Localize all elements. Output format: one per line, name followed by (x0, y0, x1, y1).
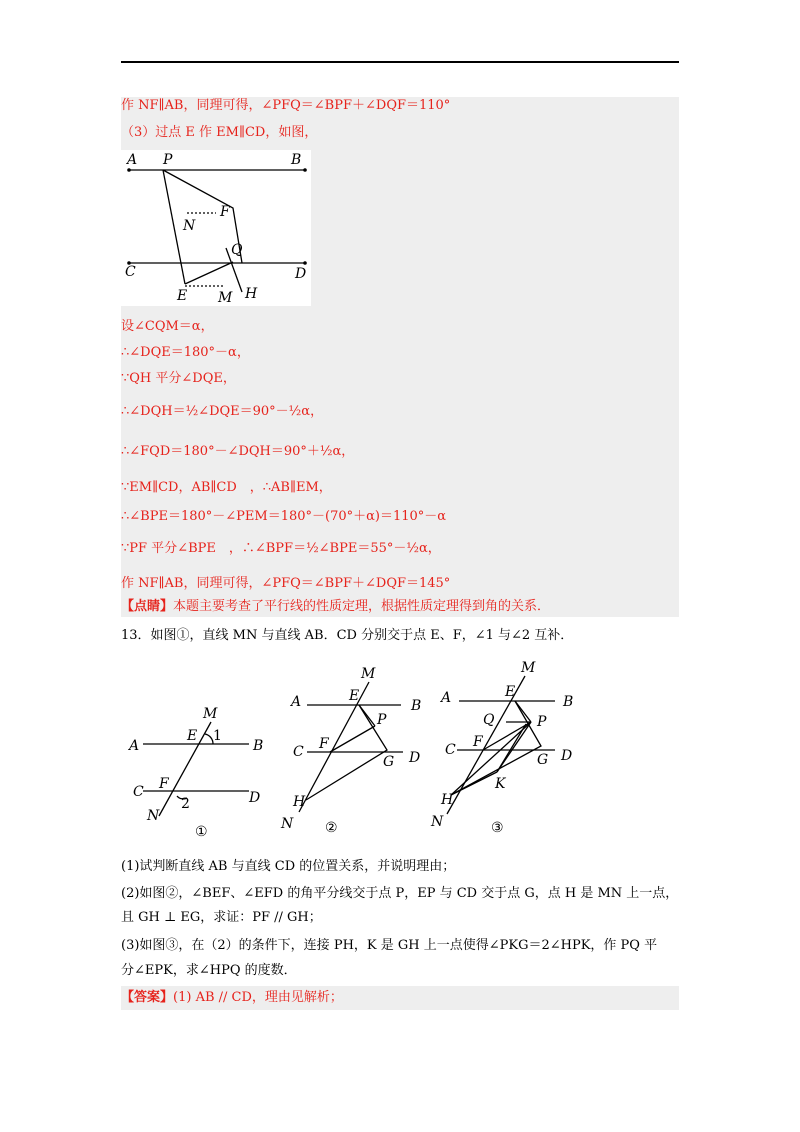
fig-label: F (220, 204, 230, 220)
fig2-label: B (411, 698, 422, 714)
comment-line (121, 598, 550, 616)
solution-step: ∴∠FQD＝180°－∠DQH＝90°＋½α， (121, 444, 355, 459)
problem-figures-svg (121, 660, 591, 840)
fig2-label: M (361, 666, 376, 682)
fig2-label: C (293, 744, 304, 760)
fig1-label: M (203, 706, 218, 722)
fig-label: H (245, 286, 258, 302)
question-2b: 且 GH ⊥ EG，求证：PF // GH； (121, 910, 322, 925)
solution-step: ∵QH 平分∠DQE， (121, 371, 236, 386)
solution-line-1: 作 NF∥AB，同理可得，∠PFQ＝∠BPF＋∠DQF＝110° (121, 98, 451, 113)
fig3-label: F (473, 734, 483, 750)
fig3-label: E (505, 684, 516, 700)
fig-label: A (127, 152, 138, 168)
fig3-label: D (561, 748, 573, 764)
fig3-label: C (445, 742, 456, 758)
fig3-label: N (431, 814, 444, 830)
fig1-label: B (253, 738, 264, 754)
fig2-label: H (293, 794, 306, 810)
fig1-label: 1 (213, 728, 222, 744)
solution-step: 作 NF∥AB，同理可得，∠PFQ＝∠BPF＋∠DQF＝145° (121, 576, 451, 591)
question-2a: (2)如图②，∠BEF、∠EFD 的角平分线交于点 P，EP 与 CD 交于点 G，点 H 是 MN 上一点， (121, 886, 679, 901)
answer-tag: 【答案】 (121, 990, 174, 1005)
fig1-label: C (133, 784, 144, 800)
fig1-label: A (129, 738, 140, 754)
fig3-label: ③ (491, 820, 504, 836)
fig2-label: E (349, 688, 360, 704)
fig1-label: E (187, 728, 198, 744)
fig3-label: H (441, 792, 454, 808)
problem-figures (121, 660, 591, 840)
fig1-label: N (147, 808, 160, 824)
fig1-label: D (249, 790, 261, 806)
solution-step: ∵PF 平分∠BPE ，∴∠BPF＝½∠BPE＝55°－½α， (121, 541, 441, 556)
answer-text: (1) AB // CD，理由见解析； (173, 990, 343, 1005)
fig1-label: 2 (181, 796, 190, 812)
fig-label: Q (231, 242, 243, 258)
fig2-label: N (281, 816, 294, 832)
fig3-label: Q (483, 712, 495, 728)
fig-label: B (291, 152, 302, 168)
fig3-label: G (537, 752, 549, 768)
fig2-label: F (319, 736, 329, 752)
solution-step: ∴∠DQE＝180°－α， (121, 345, 250, 360)
fig1-label: F (159, 776, 169, 792)
fig-label: P (163, 152, 173, 168)
question-3b: 分∠EPK，求∠HPQ 的度数． (121, 963, 297, 978)
fig-label: E (177, 288, 188, 304)
answer-line (121, 989, 343, 1007)
fig3-label: K (495, 776, 506, 792)
problem-stem: 13．如图①，直线 MN 与直线 AB．CD 分别交于点 E、F，∠1 与∠2 互补． (121, 628, 574, 643)
solution-step: 设∠CQM＝α， (121, 319, 214, 334)
fig2-label: P (377, 712, 387, 728)
header-rule (121, 61, 679, 63)
fig2-label: D (409, 750, 421, 766)
question-1: (1)试判断直线 AB 与直线 CD 的位置关系，并说明理由； (121, 859, 456, 874)
comment-tag: 【点睛】 (121, 599, 174, 614)
fig-label: D (295, 266, 307, 282)
solution-step: ∴∠DQH＝½∠DQE＝90°－½α， (121, 404, 324, 419)
solution-figure (121, 150, 311, 306)
solution-step: ∵EM∥CD，AB∥CD ，∴AB∥EM， (121, 480, 332, 495)
comment-text: 本题主要考查了平行线的性质定理，根据性质定理得到角的关系． (173, 599, 551, 614)
question-3a: (3)如图③，在（2）的条件下，连接 PH，K 是 GH 上一点使得∠PKG＝2∠HPK，作 PQ 平 (121, 938, 658, 953)
fig1-label: ① (195, 824, 208, 840)
solution-line-2: （3）过点 E 作 EM∥CD，如图， (121, 125, 318, 140)
fig3-label: P (537, 714, 547, 730)
fig2-label: G (383, 754, 395, 770)
solution-figure-svg (121, 150, 311, 306)
fig3-label: M (521, 660, 536, 676)
fig-label: N (183, 218, 196, 234)
fig3-label: B (563, 694, 574, 710)
fig-label: M (218, 290, 233, 306)
fig-label: C (125, 264, 136, 280)
solution-step: ∴∠BPE＝180°－∠PEM＝180°－(70°＋α)＝110°－α (121, 509, 447, 524)
fig2-label: ② (325, 820, 338, 836)
fig3-label: A (441, 690, 452, 706)
fig2-label: A (291, 694, 302, 710)
